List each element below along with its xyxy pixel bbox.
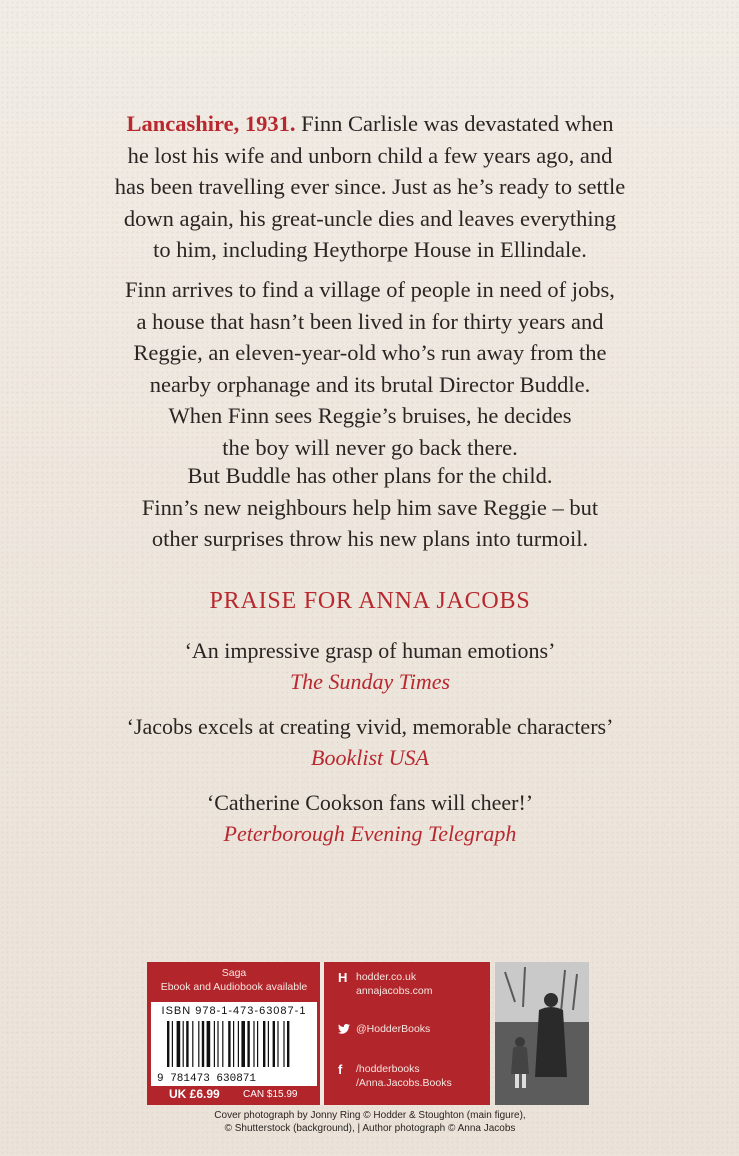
blurb-line: Finn arrives to find a village of people in need of jobs, — [125, 277, 615, 302]
price-can: CAN $15.99 — [243, 1089, 298, 1100]
website-links — [338, 970, 432, 998]
blurb-line: nearby orphanage and its brutal Director Buddle. — [149, 371, 591, 397]
panel-divider — [320, 962, 324, 1105]
barcode-bar — [177, 1021, 181, 1067]
website-link[interactable]: annajacobs.com — [356, 985, 433, 997]
blurb-line: But Buddle has other plans for the child. — [187, 463, 553, 488]
barcode-bar — [167, 1021, 169, 1067]
barcode-bar — [214, 1021, 215, 1067]
barcode-bar — [183, 1021, 184, 1067]
author-photo-image — [495, 962, 589, 1105]
blurb-line: has been travelling ever since. Just as he’s ready to settle — [114, 174, 626, 199]
blurb-line: Finn Carlisle was devastated when — [295, 111, 614, 136]
quote-text: ‘Jacobs excels at creating vivid, memorable characters’ — [126, 714, 614, 739]
barcode — [157, 1021, 311, 1083]
barcode-bar — [257, 1021, 258, 1067]
formats-label: Ebook and Audiobook available — [160, 981, 308, 993]
twitter-link-row — [338, 1022, 430, 1037]
barcode-bar — [202, 1021, 204, 1067]
barcode-bar — [198, 1021, 199, 1067]
barcode-bar — [241, 1021, 245, 1067]
facebook-link[interactable]: /hodderbooks — [356, 1063, 420, 1075]
barcode-bar — [186, 1021, 188, 1067]
praise-quote — [60, 787, 680, 849]
twitter-link[interactable]: @HodderBooks — [356, 1023, 431, 1035]
barcode-bar — [268, 1021, 269, 1067]
barcode-bar — [277, 1021, 278, 1067]
website-link[interactable]: hodder.co.uk — [356, 971, 417, 983]
quote-text: ‘Catherine Cookson fans will cheer!’ — [206, 790, 534, 815]
price-uk: UK £6.99 — [169, 1087, 220, 1101]
blurb-line: he lost his wife and unborn child a few years ago, and — [127, 142, 613, 168]
barcode-bar — [253, 1021, 254, 1067]
barcode-bar — [263, 1021, 265, 1067]
barcode-bar — [287, 1021, 289, 1067]
blurb-line: Finn’s new neighbours help him save Reggie – but — [141, 494, 599, 520]
barcode-digits: 9 781473 630871 — [157, 1073, 257, 1083]
genre-label: Saga — [221, 967, 247, 979]
blurb-line: to him, including Heythorpe House in Ellindale. — [153, 237, 587, 262]
barcode-bar — [172, 1021, 173, 1067]
quote-source: Peterborough Evening Telegraph — [223, 821, 517, 846]
facebook-link-row — [338, 1062, 452, 1090]
credit-line: © Shutterstock (background), | Author photograph © Anna Jacobs — [224, 1123, 516, 1134]
barcode-bar — [207, 1021, 211, 1067]
blurb-paragraph-1 — [60, 108, 680, 266]
genre-box — [151, 966, 317, 998]
hodder-logo-icon: H — [338, 970, 348, 985]
blurb-line: other surprises throw his new plans into turmoil. — [151, 526, 589, 551]
barcode-bar — [283, 1021, 284, 1067]
quote-source: The Sunday Times — [289, 669, 451, 694]
quote-source: Booklist USA — [311, 745, 429, 770]
barcode-bar — [247, 1021, 249, 1067]
blurb-line: the boy will never go back there. — [222, 434, 518, 460]
praise-heading: PRAISE FOR ANNA JACOBS — [209, 588, 531, 614]
praise-quote — [60, 635, 680, 697]
barcode-bar — [217, 1021, 218, 1067]
barcode-bar — [192, 1021, 193, 1067]
blurb-paragraph-3 — [60, 460, 680, 555]
info-panel — [147, 962, 490, 1105]
facebook-link[interactable]: /Anna.Jacobs.Books — [356, 1077, 452, 1089]
facebook-icon: f — [338, 1062, 343, 1077]
blurb-lead: Lancashire, 1931. — [126, 111, 296, 136]
barcode-bar — [233, 1021, 234, 1067]
praise-quote — [60, 711, 680, 773]
barcode-bar — [228, 1021, 230, 1067]
barcode-bar — [238, 1021, 239, 1067]
quote-text: ‘An impressive grasp of human emotions’ — [184, 638, 556, 663]
blurb-line: Reggie, an eleven-year-old who’s run away from the — [133, 340, 607, 365]
barcode-bar — [222, 1021, 223, 1067]
twitter-bird-icon — [338, 1022, 352, 1037]
blurb-line: down again, his great-uncle dies and leaves everything — [123, 205, 617, 231]
photo-credits — [120, 1109, 620, 1135]
blurb-line: When Finn sees Reggie’s bruises, he decides — [168, 403, 572, 428]
credit-line: Cover photograph by Jonny Ring © Hodder & Stoughton (main figure), — [214, 1110, 526, 1121]
blurb-line: a house that hasn’t been lived in for thirty years and — [136, 308, 604, 334]
author-photo — [495, 962, 589, 1105]
isbn-label: ISBN 978-1-473-63087-1 — [161, 1005, 307, 1017]
links-box — [328, 962, 490, 1105]
barcode-bar — [273, 1021, 275, 1067]
barcode-box — [151, 1002, 317, 1086]
price-row — [151, 1086, 317, 1103]
blurb-paragraph-2 — [60, 274, 680, 463]
